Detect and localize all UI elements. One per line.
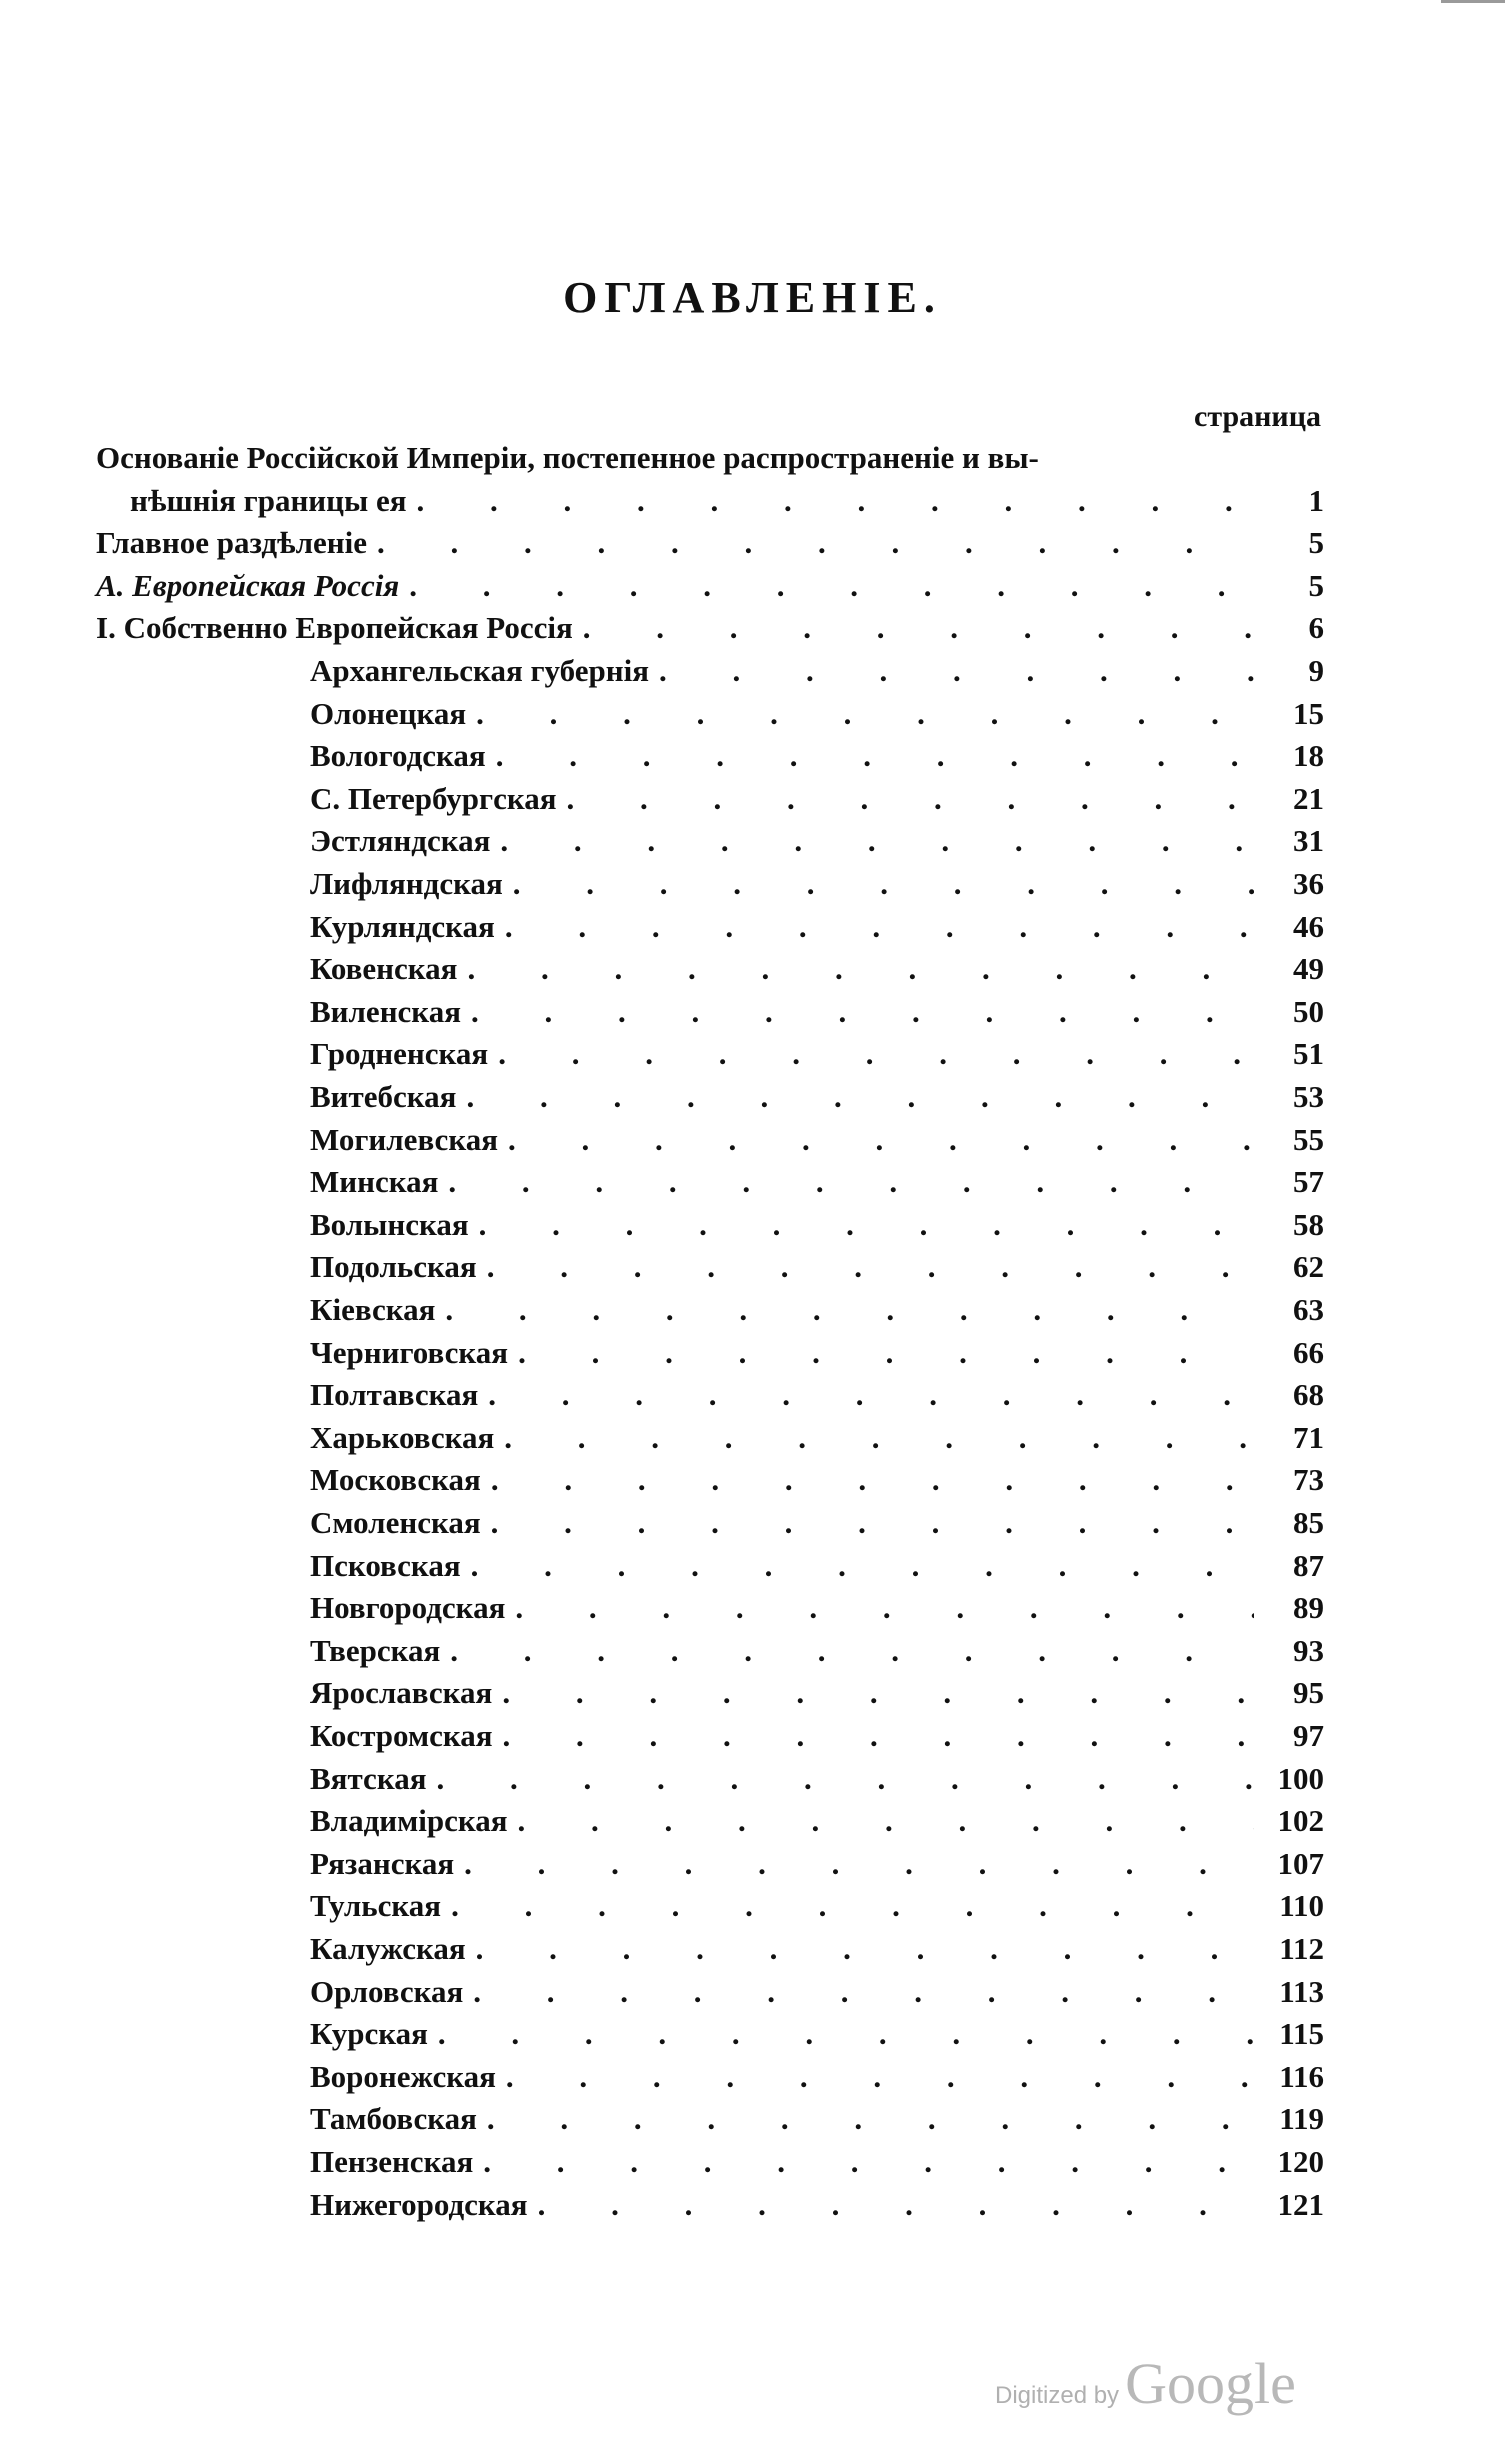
toc-entry-page: 36 [1293, 866, 1324, 901]
dot-leader [451, 1888, 1254, 1924]
toc-entry-label: Основаніе Россійской Имперіи, постепенное распространеніе и вы- [96, 440, 1039, 475]
dot-leader [476, 696, 1254, 732]
dot-leader [502, 1675, 1254, 1711]
toc-entry-page: 113 [1279, 1974, 1324, 2009]
toc-entry-page: 50 [1293, 994, 1324, 1029]
toc-entry-label: Могилевская [310, 1122, 498, 1157]
dot-leader [491, 1462, 1254, 1498]
toc-entry [96, 1718, 1324, 1760]
dot-leader [448, 1164, 1254, 1200]
dot-leader [513, 866, 1254, 902]
dot-leader [409, 568, 1254, 604]
toc-entry-label: Подольская [310, 1249, 477, 1284]
toc-entry-label: Витебская [310, 1079, 457, 1114]
toc-entry [96, 696, 1324, 738]
toc-entry [96, 1633, 1324, 1675]
dot-leader [518, 1335, 1254, 1371]
toc-entry [96, 2101, 1324, 2143]
toc-entry [96, 1122, 1324, 1164]
toc-entry-page: 21 [1293, 781, 1324, 816]
toc-entry-page: 107 [1277, 1846, 1324, 1881]
toc-entry [96, 1590, 1324, 1632]
dot-leader [487, 1249, 1254, 1285]
dot-leader [466, 1079, 1254, 1115]
toc-entry [96, 1931, 1324, 1973]
toc-entry-page: 55 [1293, 1122, 1324, 1157]
toc-entry-page: 73 [1293, 1462, 1324, 1497]
toc-entry-page: 120 [1277, 2144, 1324, 2179]
toc-entry [96, 1292, 1324, 1334]
toc-entry-label: Костромская [310, 1718, 493, 1753]
toc-entry [96, 1036, 1324, 1078]
dot-leader [436, 1761, 1254, 1797]
toc-entry-label: Эстляндская [310, 823, 491, 858]
toc-entry-page: 71 [1293, 1420, 1324, 1455]
toc-entry [96, 2144, 1324, 2186]
toc-entry-label: Воронежская [310, 2059, 496, 2094]
toc-entry-page: 1 [1308, 483, 1324, 518]
google-logo: Google [1125, 2351, 1296, 2416]
dot-leader [505, 909, 1254, 945]
dot-leader [500, 823, 1254, 859]
toc-entry-page: 116 [1279, 2059, 1324, 2094]
toc-entry-label: Владимірская [310, 1803, 508, 1838]
toc-entry-label: Орловская [310, 1974, 464, 2009]
toc-entry [96, 994, 1324, 1036]
toc-entry-label: Черниговская [310, 1335, 509, 1370]
dot-leader [417, 483, 1254, 519]
toc-entry [96, 738, 1324, 780]
toc-entry-label: Рязанская [310, 1846, 455, 1881]
toc-entry-page: 51 [1293, 1036, 1324, 1071]
toc-entry-page: 49 [1293, 951, 1324, 986]
dot-leader [583, 610, 1254, 646]
toc-entry-page: 89 [1293, 1590, 1324, 1625]
toc-entry-label: Полтавская [310, 1377, 479, 1412]
dot-leader [377, 525, 1254, 561]
toc-entry-label: С. Петербургская [310, 781, 557, 816]
toc-entry-label: Архангельская губернія [310, 653, 649, 688]
dot-leader [473, 1974, 1254, 2010]
dot-leader [479, 1207, 1254, 1243]
toc-entry [96, 568, 1324, 610]
toc-entry-label: А. Европейская Россія [96, 568, 400, 603]
toc-entry-page: 87 [1293, 1548, 1324, 1583]
digitized-by-text: Digitized by [995, 2382, 1120, 2409]
toc-entry [130, 483, 1324, 525]
toc-entry [96, 781, 1324, 823]
toc-entry [96, 1462, 1324, 1504]
toc-entry-label: Смоленская [310, 1505, 481, 1540]
toc-entry [96, 1420, 1324, 1462]
toc-entry [96, 610, 1324, 652]
toc-entry-label: Вологодская [310, 738, 486, 773]
toc-entry [96, 1548, 1324, 1590]
dot-leader [438, 2016, 1254, 2052]
toc-entry [96, 909, 1324, 951]
toc-entry-label: Лифляндская [310, 866, 503, 901]
toc-entry-label: Новгородская [310, 1590, 506, 1625]
toc-entry-page: 63 [1293, 1292, 1324, 1327]
toc-entry-page: 53 [1293, 1079, 1324, 1114]
toc-entry-label: Нижегородская [310, 2187, 528, 2222]
toc-entry-label: Тверская [310, 1633, 441, 1668]
toc-entry-label: Тульская [310, 1888, 442, 1923]
toc-entry-label: Гродненская [310, 1036, 489, 1071]
dot-leader [476, 1931, 1254, 1967]
toc-entry-label: Курская [310, 2016, 428, 2051]
toc-entry [96, 2059, 1324, 2101]
toc-entry [96, 1377, 1324, 1419]
toc-entry-label: Московская [310, 1462, 481, 1497]
toc-entry-page: 46 [1293, 909, 1324, 944]
toc-entry-label: I. Собственно Европейская Россія [96, 610, 573, 645]
toc-entry-page: 9 [1308, 653, 1324, 688]
toc-entry-page: 5 [1308, 525, 1324, 560]
toc-entry-page: 5 [1308, 568, 1324, 603]
toc-entry-label: Вятская [310, 1761, 427, 1796]
page-title: ОГЛАВЛЕНІЕ. [563, 273, 942, 322]
toc-entry [96, 1079, 1324, 1121]
dot-leader [659, 653, 1254, 689]
toc-entry [96, 1164, 1324, 1206]
toc-entry-page: 57 [1293, 1164, 1324, 1199]
page-column-label: страница [1194, 400, 1321, 433]
toc-entry [96, 1335, 1324, 1377]
dot-leader [515, 1590, 1254, 1626]
toc-entry [96, 1249, 1324, 1291]
toc-entry-page: 115 [1279, 2016, 1324, 2051]
digitized-watermark [995, 2350, 1296, 2417]
toc-entry-page: 58 [1293, 1207, 1324, 1242]
dot-leader [518, 1803, 1254, 1839]
dot-leader [498, 1036, 1254, 1072]
toc-entry [96, 653, 1324, 695]
toc-entry-page: 97 [1293, 1718, 1324, 1753]
dot-leader [445, 1292, 1254, 1328]
toc-entry [96, 2187, 1324, 2229]
toc-entry-label: Ковенская [310, 951, 458, 986]
toc-entry-page: 6 [1308, 610, 1324, 645]
toc-entry [96, 1505, 1324, 1547]
toc-entry [96, 1207, 1324, 1249]
toc-entry-page: 121 [1277, 2187, 1324, 2222]
toc-entry-label: Виленская [310, 994, 461, 1029]
toc-entry [96, 440, 1324, 482]
toc-entry-page: 100 [1277, 1761, 1324, 1796]
toc-entry-label: Олонецкая [310, 696, 467, 731]
toc-entry-page: 68 [1293, 1377, 1324, 1412]
toc-entry-page: 85 [1293, 1505, 1324, 1540]
toc-entry-page: 31 [1293, 823, 1324, 858]
dot-leader [567, 781, 1254, 817]
dot-leader [506, 2059, 1254, 2095]
dot-leader [471, 994, 1254, 1030]
toc-entry [96, 823, 1324, 865]
toc-entry-label: Тамбовская [310, 2101, 477, 2136]
toc-entry-label: Кіевская [310, 1292, 436, 1327]
dot-leader [496, 738, 1254, 774]
toc-entry [96, 1974, 1324, 2016]
dot-leader [483, 2144, 1254, 2180]
dot-leader [508, 1122, 1254, 1158]
toc-entry-label: нѣшнія границы ея [130, 483, 407, 518]
toc-entry-label: Волынская [310, 1207, 469, 1242]
toc-entry-label: Калужская [310, 1931, 466, 1966]
toc-entry [96, 866, 1324, 908]
toc-entry-label: Пензенская [310, 2144, 474, 2179]
toc-entry [96, 1803, 1324, 1845]
toc-entry-label: Курляндская [310, 909, 495, 944]
dot-leader [488, 1377, 1254, 1413]
toc-entry [96, 1675, 1324, 1717]
toc-entry-page: 95 [1293, 1675, 1324, 1710]
toc-entry [96, 525, 1324, 567]
toc-entry-page: 18 [1293, 738, 1324, 773]
toc-entry [96, 1761, 1324, 1803]
toc-entry [96, 1846, 1324, 1888]
toc-entry-label: Ярославская [310, 1675, 493, 1710]
toc-entry-label: Харьковская [310, 1420, 495, 1455]
toc-entry-label: Минская [310, 1164, 439, 1199]
toc-entry-page: 15 [1293, 696, 1324, 731]
dot-leader [467, 951, 1254, 987]
toc-entry-page: 112 [1279, 1931, 1324, 1966]
toc-entry-page: 110 [1279, 1888, 1324, 1923]
dot-leader [471, 1548, 1254, 1584]
toc-entry-page: 102 [1277, 1803, 1324, 1838]
dot-leader [450, 1633, 1254, 1669]
dot-leader [503, 1718, 1255, 1754]
toc-entry-page: 66 [1293, 1335, 1324, 1370]
dot-leader [504, 1420, 1254, 1456]
dot-leader [491, 1505, 1254, 1541]
toc-entry [96, 1888, 1324, 1930]
dot-leader [487, 2101, 1254, 2137]
dot-leader [464, 1846, 1254, 1882]
toc-entry-page: 62 [1293, 1249, 1324, 1284]
dot-leader [538, 2187, 1254, 2223]
toc-entry-page: 93 [1293, 1633, 1324, 1668]
toc-entry [96, 951, 1324, 993]
toc-entry [96, 2016, 1324, 2058]
toc-entry-label: Главное раздѣленіе [96, 525, 368, 560]
toc-entry-label: Псковская [310, 1548, 461, 1583]
toc-entry-page: 119 [1279, 2101, 1324, 2136]
